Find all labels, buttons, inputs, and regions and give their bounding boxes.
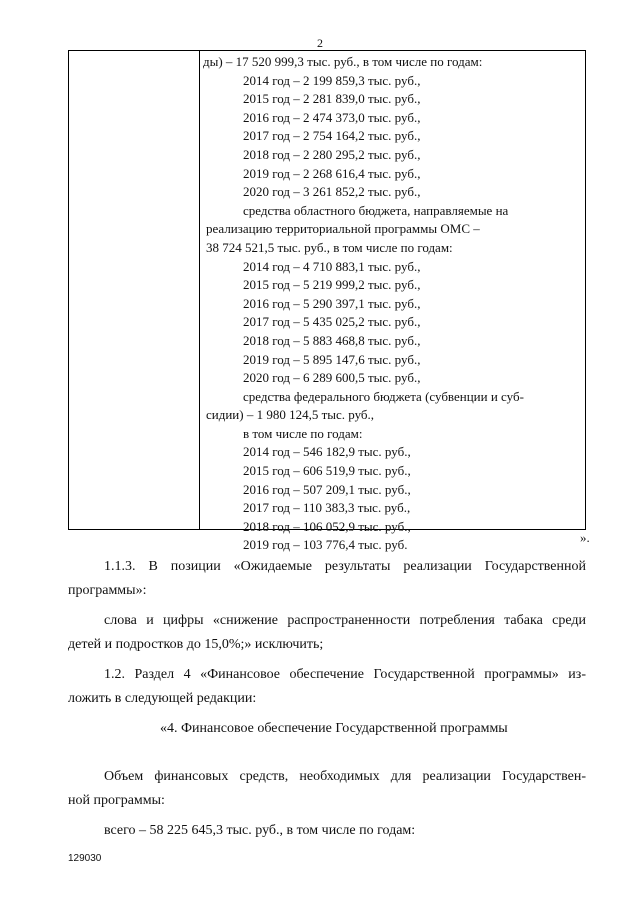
paragraph-1-line-1: 1.1.3. В позиции «Ожидаемые результаты реализации Государственной bbox=[104, 559, 586, 574]
paragraph-4-line-2: ной программы: bbox=[68, 793, 165, 808]
table-line: 2019 год – 5 895 147,6 тыс. руб., bbox=[243, 351, 421, 367]
section-heading: «4. Финансовое обеспечение Государственной программы bbox=[160, 721, 508, 736]
table-line: 2017 год – 5 435 025,2 тыс. руб., bbox=[243, 314, 421, 330]
table-line: средства областного бюджета, направляемые на bbox=[243, 202, 509, 218]
budget-table bbox=[68, 50, 586, 553]
table-line: 2016 год – 507 209,1 тыс. руб., bbox=[243, 481, 411, 497]
table-line: 2014 год – 2 199 859,3 тыс. руб., bbox=[243, 72, 421, 88]
table-right-cell bbox=[200, 51, 585, 553]
table-line: 2018 год – 106 052,9 тыс. руб., bbox=[243, 518, 411, 534]
paragraph-2-line-2: детей и подростков до 15,0%;» исключить; bbox=[68, 637, 324, 652]
paragraph-5-line-1: всего – 58 225 645,3 тыс. руб., в том числе по годам: bbox=[104, 823, 416, 838]
footer-code: 129030 bbox=[68, 853, 102, 864]
paragraph-4-line-1: Объем финансовых средств, необходимых для реализации Государствен- bbox=[104, 769, 586, 784]
table-line: в том числе по годам: bbox=[243, 425, 363, 441]
table-line: сидии) – 1 980 124,5 тыс. руб., bbox=[206, 407, 375, 423]
page-number: 2 bbox=[317, 36, 323, 50]
table-line: 2019 год – 103 776,4 тыс. руб. bbox=[243, 537, 408, 553]
table-line: 2016 год – 2 474 373,0 тыс. руб., bbox=[243, 109, 421, 125]
table-line: 2018 год – 5 883 468,8 тыс. руб., bbox=[243, 332, 421, 348]
paragraph-1-line-2: программы»: bbox=[68, 583, 147, 598]
table-line: 2015 год – 2 281 839,0 тыс. руб., bbox=[243, 91, 421, 107]
table-left-cell bbox=[69, 51, 200, 529]
table-close-quote: ». bbox=[580, 530, 590, 545]
table-line: 2017 год – 110 383,3 тыс. руб., bbox=[243, 500, 411, 516]
table-line: 2018 год – 2 280 295,2 тыс. руб., bbox=[243, 146, 421, 162]
table-line: ды) – 17 520 999,3 тыс. руб., в том числе по годам: bbox=[203, 54, 483, 69]
table-line: 2019 год – 2 268 616,4 тыс. руб., bbox=[243, 165, 421, 181]
table-line: 2014 год – 546 182,9 тыс. руб., bbox=[243, 444, 411, 460]
table-line: 38 724 521,5 тыс. руб., в том числе по годам: bbox=[206, 239, 453, 255]
paragraph-2-line-1: слова и цифры «снижение распространенности потребления табака среди bbox=[104, 613, 586, 628]
table-line: 2014 год – 4 710 883,1 тыс. руб., bbox=[243, 258, 421, 274]
table-line: средства федерального бюджета (субвенции и суб- bbox=[243, 388, 524, 404]
table-line: 2020 год – 6 289 600,5 тыс. руб., bbox=[243, 370, 421, 386]
table-line: 2017 год – 2 754 164,2 тыс. руб., bbox=[243, 128, 421, 144]
table-line: реализацию территориальной программы ОМС – bbox=[206, 221, 480, 237]
table-line: 2015 год – 606 519,9 тыс. руб., bbox=[243, 463, 411, 479]
paragraph-3-line-2: ложить в следующей редакции: bbox=[68, 691, 257, 706]
table-line: 2015 год – 5 219 999,2 тыс. руб., bbox=[243, 277, 421, 293]
table-line: 2020 год – 3 261 852,2 тыс. руб., bbox=[243, 184, 421, 200]
paragraph-3-line-1: 1.2. Раздел 4 «Финансовое обеспечение Государственной программы» из- bbox=[104, 667, 586, 682]
table-line: 2016 год – 5 290 397,1 тыс. руб., bbox=[243, 295, 421, 311]
